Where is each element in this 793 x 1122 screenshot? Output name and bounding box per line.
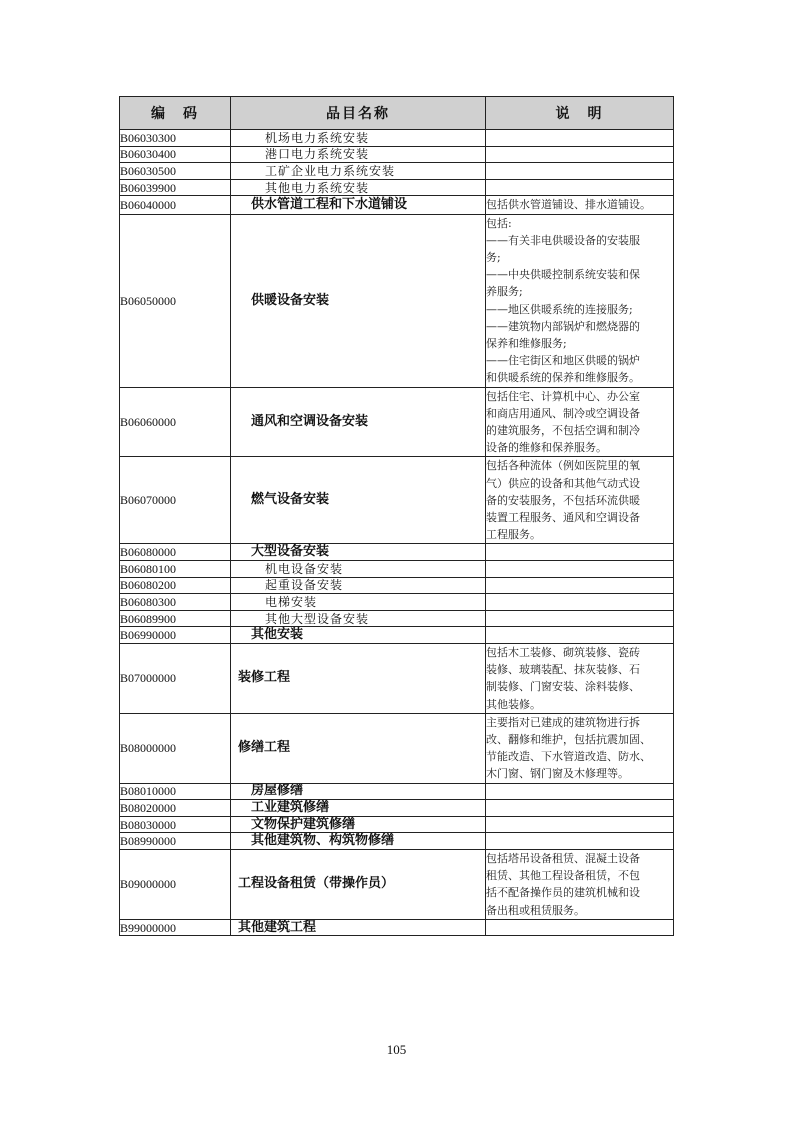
description-line: 制装修、门窗安装、涂料装修、 <box>486 680 640 694</box>
description-line: 括不配备操作员的建筑机械和设 <box>486 886 640 900</box>
item-code: B06070000 <box>120 457 231 544</box>
item-name: 机场电力系统安装 <box>231 130 486 147</box>
description-line: 主要指对已建成的建筑物进行拆 <box>486 715 640 729</box>
description-line: 备的安装服务，不包括环流供暖 <box>486 493 640 507</box>
item-code: B06039900 <box>120 179 231 196</box>
item-description <box>486 816 674 833</box>
table-row <box>120 610 674 627</box>
table-row <box>120 387 674 457</box>
table-row <box>120 783 674 800</box>
item-name: 装修工程 <box>231 644 486 714</box>
item-name: 其他电力系统安装 <box>231 179 486 196</box>
description-line: 养服务; <box>486 285 523 299</box>
table-row <box>120 919 674 936</box>
item-name: 电梯安装 <box>231 594 486 611</box>
header-name: 品目名称 <box>231 97 486 130</box>
item-description <box>486 457 674 544</box>
description-line: 包括: <box>486 216 512 230</box>
item-code: B07000000 <box>120 644 231 714</box>
item-name: 供水管道工程和下水道铺设 <box>231 196 486 214</box>
item-code: B99000000 <box>120 919 231 936</box>
item-name: 港口电力系统安装 <box>231 146 486 163</box>
item-description <box>486 561 674 578</box>
item-description <box>486 196 674 214</box>
description-line: 装置工程服务、通风和空调设备 <box>486 511 640 525</box>
item-description <box>486 179 674 196</box>
header-description: 说 明 <box>486 97 674 130</box>
item-name: 起重设备安装 <box>231 577 486 594</box>
item-code: B06030400 <box>120 146 231 163</box>
table-row <box>120 800 674 817</box>
description-line: 其他装修。 <box>486 697 541 711</box>
description-line: 务; <box>486 250 501 264</box>
item-code: B08990000 <box>120 833 231 850</box>
item-code: B06030300 <box>120 130 231 147</box>
page-number: 105 <box>386 1042 407 1057</box>
table-row <box>120 561 674 578</box>
item-code: B06080300 <box>120 594 231 611</box>
table-row <box>120 833 674 850</box>
description-line: 保养和维修服务; <box>486 337 567 350</box>
description-line: 节能改造、下水管道改造、防水、 <box>486 750 651 764</box>
table-header-row <box>120 97 674 130</box>
table-row <box>120 577 674 594</box>
item-name: 大型设备安装 <box>231 544 486 561</box>
item-name: 房屋修缮 <box>231 783 486 800</box>
item-code: B06060000 <box>120 387 231 457</box>
item-code: B08000000 <box>120 713 231 783</box>
table-row <box>120 713 674 783</box>
table-row <box>120 196 674 214</box>
item-code: B09000000 <box>120 850 231 920</box>
item-description <box>486 627 674 644</box>
table-row <box>120 544 674 561</box>
item-description <box>486 850 674 920</box>
description-line: ——住宅街区和地区供暖的锅炉 <box>486 354 640 368</box>
table-row <box>120 816 674 833</box>
description-line: 租赁、其他工程设备租赁，不包 <box>486 869 640 883</box>
description-line: 设备的维修和保养服务。 <box>486 441 607 455</box>
description-line: 改、翻修和维护，包括抗震加固、 <box>486 733 651 747</box>
item-description <box>486 919 674 936</box>
table-row <box>120 163 674 180</box>
description-line: 装修、玻璃装配、抹灰装修、石 <box>486 663 640 677</box>
item-name: 供暖设备安装 <box>231 214 486 387</box>
description-line: 和供暖系统的保养和维修服务。 <box>486 371 640 385</box>
item-code: B08030000 <box>120 816 231 833</box>
item-description <box>486 713 674 783</box>
item-name: 其他建筑工程 <box>231 919 486 936</box>
table-row <box>120 594 674 611</box>
description-line: 包括住宅、计算机中心、办公室 <box>486 389 640 403</box>
table-row <box>120 179 674 196</box>
item-description <box>486 214 674 387</box>
description-line: 包括塔吊设备租赁、混凝土设备 <box>486 852 640 865</box>
item-description <box>486 130 674 147</box>
table-row <box>120 457 674 544</box>
description-line: 工程服务。 <box>486 528 541 542</box>
item-name: 燃气设备安装 <box>231 457 486 544</box>
description-line: 木门窗、钢门窗及木修理等。 <box>486 767 629 781</box>
table-row <box>120 214 674 387</box>
item-name: 工矿企业电力系统安装 <box>231 163 486 180</box>
item-name: 通风和空调设备安装 <box>231 387 486 457</box>
description-line: 的建筑服务，不包括空调和制冷 <box>486 424 640 438</box>
item-description <box>486 800 674 817</box>
item-name: 其他安装 <box>231 627 486 644</box>
item-code: B06990000 <box>120 627 231 644</box>
item-name: 工业建筑修缮 <box>231 800 486 817</box>
item-description <box>486 644 674 714</box>
item-description <box>486 544 674 561</box>
description-line: 备出租或租赁服务。 <box>486 903 585 917</box>
description-line: ——中央供暖控制系统安装和保 <box>486 268 640 282</box>
item-code: B06080100 <box>120 561 231 578</box>
table-body <box>120 130 674 936</box>
item-name: 文物保护建筑修缮 <box>231 816 486 833</box>
item-description <box>486 833 674 850</box>
description-line: ——建筑物内部锅炉和燃烧器的 <box>486 319 640 333</box>
item-code: B08010000 <box>120 783 231 800</box>
item-code: B06050000 <box>120 214 231 387</box>
item-description <box>486 163 674 180</box>
description-line: 包括木工装修、砌筑装修、瓷砖 <box>486 646 640 659</box>
item-code: B06030500 <box>120 163 231 180</box>
item-code: B06080200 <box>120 577 231 594</box>
description-line: 和商店用通风、制冷或空调设备 <box>486 406 640 420</box>
description-line: 气）供应的设备和其他气动式设 <box>486 476 640 490</box>
item-description <box>486 610 674 627</box>
table-row <box>120 146 674 163</box>
item-name: 其他建筑物、构筑物修缮 <box>231 833 486 850</box>
header-code: 编 码 <box>120 97 231 130</box>
table-row <box>120 644 674 714</box>
item-description <box>486 594 674 611</box>
description-line: ——有关非电供暖设备的安装服 <box>486 233 640 247</box>
table-row <box>120 627 674 644</box>
table-row <box>120 130 674 147</box>
item-code: B06089900 <box>120 610 231 627</box>
item-description <box>486 577 674 594</box>
description-line: 包括各种流体（例如医院里的氧 <box>486 459 640 473</box>
item-code: B06040000 <box>120 196 231 214</box>
item-description <box>486 783 674 800</box>
description-line: ——地区供暖系统的连接服务; <box>486 302 633 316</box>
item-name: 机电设备安装 <box>231 561 486 578</box>
item-name: 修缮工程 <box>231 713 486 783</box>
description-line: 包括供水管道铺设、排水道铺设。 <box>486 198 651 212</box>
item-code: B06080000 <box>120 544 231 561</box>
table-row <box>120 850 674 920</box>
item-name: 工程设备租赁（带操作员） <box>231 850 486 920</box>
item-description <box>486 387 674 457</box>
item-code: B08020000 <box>120 800 231 817</box>
item-name: 其他大型设备安装 <box>231 610 486 627</box>
item-description <box>486 146 674 163</box>
catalog-table <box>119 96 674 936</box>
